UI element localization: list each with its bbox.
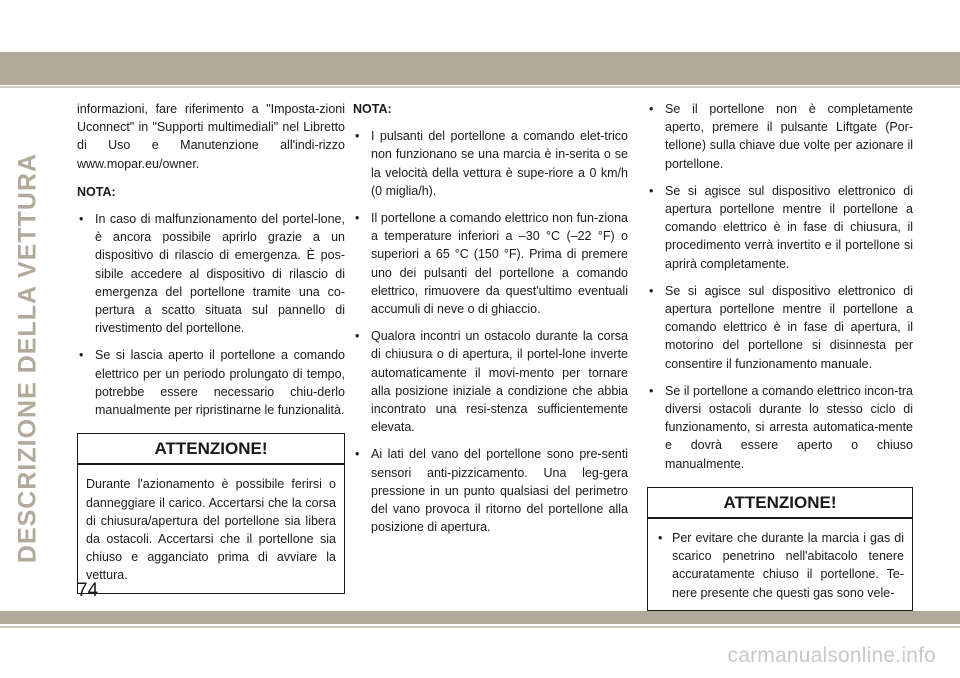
warning-box <box>77 433 345 593</box>
list-item: • In caso di malfunzionamento del portel-lone, è ancora possibile aprirlo grazie a un dispositivo di rilascio di emergenza. È pos-sibile accedere al dispositivo di rilascio di emergenza del portellone tramite una co-pertura a scatto situata sul pannello di rivestimento del portellone. <box>77 210 345 337</box>
note-label: NOTA: <box>77 184 116 199</box>
warning-body <box>648 519 912 610</box>
list-item: • Se il portellone non è completamente aperto, premere il pulsante Liftgate (Por-tellone) sulla chiave due volte per azionare il portellone. <box>647 100 913 173</box>
warning-bullet: • Per evitare che durante la marcia i gas di scarico penetrino nell'abitacolo tenere accuratamente chiuso il portellone. Te-nere presente che questi gas sono vele- <box>656 529 904 602</box>
warning-title: ATTENZIONE! <box>78 434 344 465</box>
note-list <box>77 210 345 419</box>
header-band <box>0 52 960 85</box>
intro-paragraph: informazioni, fare riferimento a "Imposta-zioni Uconnect" in "Supporti multimediali" nel Libretto di Uso e Manutenzione all'indi-rizzo www.mopar.eu/owner. <box>77 102 345 171</box>
note-label: NOTA: <box>353 102 392 116</box>
list-item: • Se si lascia aperto il portellone a comando elettrico per un periodo prolungato di tempo, potrebbe essere necessario chiu-derlo manualmente per ripristinarne le funzionalità. <box>77 346 345 419</box>
header-rule <box>0 86 960 88</box>
column-right <box>647 100 913 611</box>
list-item: • Qualora incontri un ostacolo durante la corsa di chiusura o di apertura, il portel-lone inverte automaticamente il movi-mento per tornare alla posizione iniziale a condizione che abbia incontrato una resi-stenza sufficientemente elevata. <box>353 327 628 436</box>
list-item: • I pulsanti del portellone a comando elet-trico non funzionano se una marcia è in-serita o se la velocità della vettura è supe-riore a 0 km/h (0 miglia/h). <box>353 127 628 200</box>
page-number: 74 <box>77 580 99 601</box>
list-item: • Se si agisce sul dispositivo elettronico di apertura portellone mentre il portellone a comando elettrico è in fase di apertura, il motorino del portellone si disinnesta per consentire il funzionamento manuale. <box>647 282 913 373</box>
section-title: DESCRIZIONE DELLA VETTURA <box>13 152 42 564</box>
warning-text: Durante l'azionamento è possibile ferirsi o danneggiare il carico. Accertarsi che la corsa di chiusura/apertura del portellone sia libera da ostacoli. Accertarsi che il portellone sia chiuso e agganciato prima di avviare la vettura. <box>86 477 336 583</box>
list-item: • Il portellone a comando elettrico non fun-ziona a temperature inferiori a –30 °C (–22 °F) o superiori a 65 °C (150 °F). Prima di premere uno dei pulsanti del portellone a comando elettrico, rimuovere da quest'ultimo eventuali accumuli di neve o di ghiaccio. <box>353 209 628 318</box>
footer-rule <box>0 626 960 628</box>
warning-box <box>647 487 913 611</box>
footer-band <box>0 611 960 624</box>
list-item: • Ai lati del vano del portellone sono pre-senti sensori anti-pizzicamento. Una leg-gera pressione in un punto qualsiasi del perimetro del vano provoca il ritorno del portellone alla posizione di apertura. <box>353 445 628 536</box>
list-item: • Se il portellone a comando elettrico incon-tra diversi ostacoli durante lo stesso ciclo di funzionamento, si arresta automatica-mente e dovrà essere aperto o chiuso manualmente. <box>647 382 913 473</box>
warning-title: ATTENZIONE! <box>648 488 912 519</box>
note-list <box>353 127 628 536</box>
column-left <box>77 100 345 594</box>
list-item: • Se si agisce sul dispositivo elettronico di apertura portellone mentre il portellone a comando elettrico è in fase di chiusura, il procedimento verrà invertito e il portellone si aprirà completamente. <box>647 182 913 273</box>
column-middle <box>353 100 628 545</box>
bullet-list <box>647 100 913 473</box>
watermark: carmanualsonline.info <box>727 644 936 667</box>
